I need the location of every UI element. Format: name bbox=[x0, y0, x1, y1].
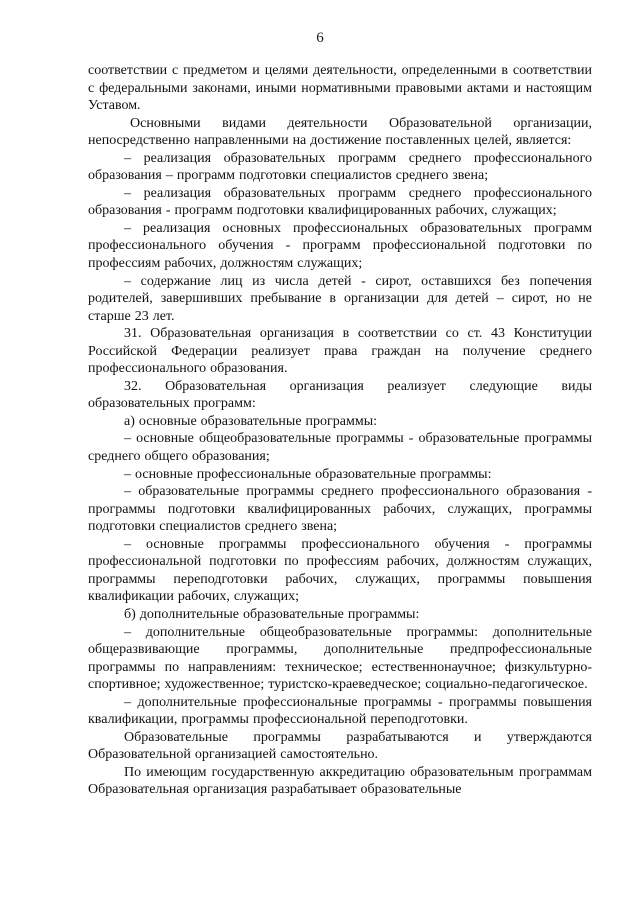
clause-31: 31. Образовательная организация в соответствии со ст. 43 Конституции Российской Федерации реализует права граждан на получение среднего профессионального образования. bbox=[88, 326, 592, 377]
list-item: – реализация основных профессиональных образовательных программ профессионального обучения - программ профессиональной подготовки по профессиям рабочих, должностям служащих; bbox=[88, 220, 592, 272]
list-item: – реализация образовательных программ среднего профессионального образования – программ подготовки специалистов среднего звена; bbox=[88, 150, 592, 184]
subheading-b: б) дополнительные образовательные программы: bbox=[124, 606, 420, 622]
list-item: – основные профессиональные образовательные программы: bbox=[124, 466, 492, 482]
paragraph-main-activities: Основными видами деятельности Образовательной организации, непосредственно направленными на достижение поставленных целей, является: bbox=[88, 115, 592, 149]
list-item: – образовательные программы среднего профессионального образования - программы подготовки квалифицированных рабочих, служащих, программы подготовки специалистов среднего звена; bbox=[88, 484, 592, 535]
subheading-a: а) основные образовательные программы: bbox=[124, 413, 377, 429]
list-item: – содержание лиц из числа детей - сирот, оставшихся без попечения родителей, завершивших пребывание в организации для детей – сирот, но не старше 23 лет. bbox=[88, 273, 592, 324]
list-item: – дополнительные профессиональные программы - программы повышения квалификации, программы профессиональной переподготовки. bbox=[88, 694, 592, 728]
paragraph-continuation: соответствии с предметом и целями деятельности, определенными в соответствии с федеральными законами, иными нормативными правовыми актами и настоящим Уставом. bbox=[88, 63, 592, 114]
page-number: 6 bbox=[316, 30, 324, 46]
document-body bbox=[88, 62, 592, 799]
list-item: – основные общеобразовательные программы - образовательные программы среднего общего образования; bbox=[88, 431, 592, 465]
clause-32: 32. Образовательная организация реализует следующие виды образовательных программ: bbox=[88, 378, 592, 412]
list-item: – дополнительные общеобразовательные программы: дополнительные общеразвивающие программы, дополнительные предпрофессиональные программы по направлениям: техническое; естественнонаучное; физкультурно-спортивное; художественное; туристско-краеведческое; социально-педагогическое. bbox=[88, 624, 592, 693]
list-item: – основные программы профессионального обучения - программы профессиональной подготовки по профессиям рабочих, должностям служащих, программы переподготовки рабочих, служащих, программы повышения квалификации рабочих, служащих; bbox=[88, 536, 592, 605]
list-item: – реализация образовательных программ среднего профессионального образования - программ подготовки квалифицированных рабочих, служащих; bbox=[88, 185, 592, 219]
paragraph-accreditation: По имеющим государственную аккредитацию образовательным программам Образовательная организация разрабатывает образовательные bbox=[88, 764, 592, 798]
paragraph-programs-developed: Образовательные программы разрабатываются и утверждаются Образовательной организацией самостоятельно. bbox=[88, 729, 592, 763]
